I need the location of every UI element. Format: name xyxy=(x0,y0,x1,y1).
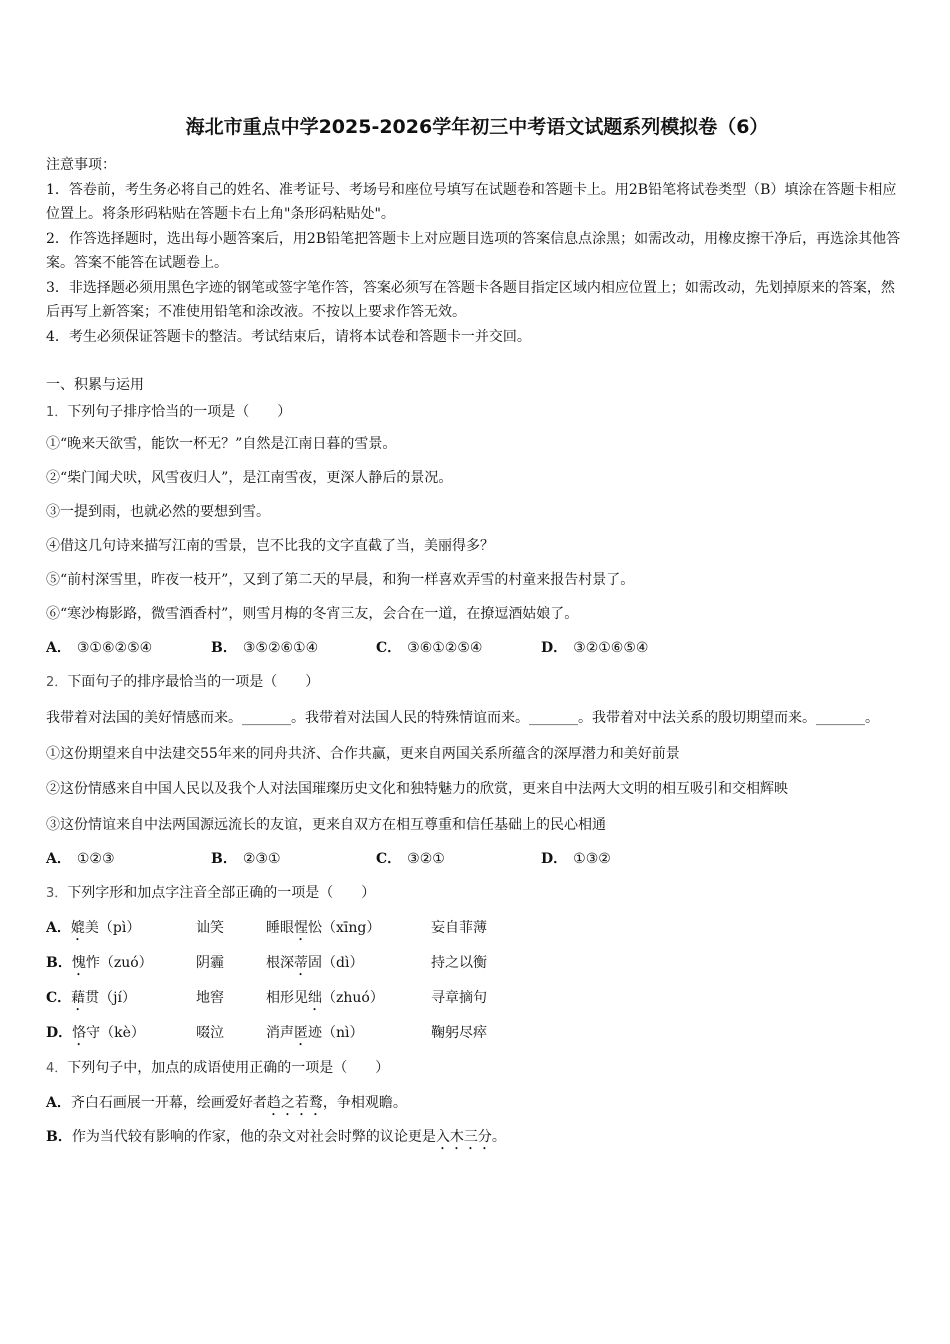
option-d[interactable]: D．恪守（kè） 啜泣 消声匿迹（nì） 鞠躬尽瘁 xyxy=(46,1024,487,1041)
question-2 xyxy=(46,665,908,876)
question-stem: 下面句子的排序最恰当的一项是（ ） xyxy=(67,673,320,690)
option-d[interactable]: D． ①③② xyxy=(541,850,611,867)
option-c[interactable]: C． ③②① xyxy=(376,850,445,867)
question-stem: 下列字形和加点字注音全部正确的一项是（ ） xyxy=(67,884,376,901)
sentence-line: ⑥“寒沙梅影路，微雪酒香村”，则雪月梅的冬宵三友，会合在一道，在撩逗酒姑娘了。 xyxy=(46,605,579,622)
question-stem: 下列句子中，加点的成语使用正确的一项是（ ） xyxy=(67,1059,390,1076)
option-c[interactable]: C．藉贯（jí） 地窖 相形见绌（zhuó） 寻章摘句 xyxy=(46,989,487,1006)
sentence-line: ①这份期望来自中法建交55年来的同舟共济、合作共赢，更来自两国关系所蕴含的深厚潜力和美好前景 xyxy=(46,745,680,762)
exam-page xyxy=(46,112,908,1154)
question-stem: 下列句子排序恰当的一项是（ ） xyxy=(67,403,292,420)
notice-block xyxy=(46,153,908,349)
notice-item: 1．答卷前，考生务必将自己的姓名、准考证号、考场号和座位号填写在试题卷和答题卡上。用2B铅笔将试卷类型（B）填涂在答题卡相应位置上。将条形码粘贴在答题卡右上角"条形码粘贴处"。 xyxy=(46,181,897,222)
sentence-line: ③一提到雨，也就必然的要想到雪。 xyxy=(46,503,270,520)
question-number: 1． xyxy=(46,404,68,420)
page-title: 海北市重点中学2025-2026学年初三中考语文试题系列模拟卷（6） xyxy=(185,116,769,138)
sentence-line: ④借这几句诗来描写江南的雪景，岂不比我的文字直截了当，美丽得多？ xyxy=(46,537,494,554)
option-d[interactable]: D． ③②①⑥⑤④ xyxy=(541,639,649,656)
option-a[interactable]: A． ①②③ xyxy=(46,850,115,867)
option-c[interactable]: C． ③⑥①②⑤④ xyxy=(376,639,483,656)
section-heading: 一、积累与运用 xyxy=(46,377,144,393)
question-number: 3． xyxy=(46,885,68,901)
options-row xyxy=(46,631,908,665)
question-number: 4． xyxy=(46,1060,68,1076)
sentence-line: ①“晚来天欲雪，能饮一杯无？”自然是江南日暮的雪景。 xyxy=(46,435,397,452)
option-b[interactable]: B．愧怍（zuó） 阴霾 根深蒂固（dì） 持之以衡 xyxy=(46,954,487,971)
question-1 xyxy=(46,398,908,665)
question-4 xyxy=(46,1051,908,1154)
option-b[interactable]: B． ②③① xyxy=(211,850,281,867)
option-a[interactable]: A． ③①⑥②⑤④ xyxy=(46,639,153,656)
options-row xyxy=(46,842,908,876)
notice-item: 3．非选择题必须用黑色字迹的钢笔或签字笔作答，答案必须写在答题卡各题目指定区域内相应位置上；如需改动，先划掉原来的答案，然后再写上新答案；不准使用铅笔和涂改液。不按以上要求作答无效。 xyxy=(46,279,895,320)
passage-text: 我带着对法国的美好情感而来。_______。我带着对法国人民的特殊情谊而来。_______。我带着对中法关系的殷切期望而来。_______。 xyxy=(46,709,879,726)
option-a[interactable]: A．媲美（pì） 讪笑 睡眼惺忪（xīng） 妄自菲薄 xyxy=(46,919,487,936)
sentence-line: ⑤“前村深雪里，昨夜一枝开”，又到了第二天的早晨，和狗一样喜欢弄雪的村童来报告村景了。 xyxy=(46,571,635,588)
option-a[interactable]: A．齐白石画展一开幕，绘画爱好者趋之若鹜，争相观瞻。 xyxy=(46,1094,407,1111)
notice-item: 4．考生必须保证答题卡的整洁。考试结束后，请将本试卷和答题卡一并交回。 xyxy=(46,328,531,345)
option-b[interactable]: B． ③⑤②⑥①④ xyxy=(211,639,319,656)
sentence-line: ②这份情感来自中国人民以及我个人对法国璀璨历史文化和独特魅力的欣赏，更来自中法两大文明的相互吸引和交相辉映 xyxy=(46,780,788,797)
sentence-line: ③这份情谊来自中法两国源远流长的友谊，更来自双方在相互尊重和信任基础上的民心相通 xyxy=(46,816,606,833)
notice-item: 2．作答选择题时，选出每小题答案后，用2B铅笔把答题卡上对应题目选项的答案信息点涂黑；如需改动，用橡皮擦干净后，再选涂其他答案。答案不能答在试题卷上。 xyxy=(46,230,901,271)
notice-heading: 注意事项： xyxy=(46,157,116,173)
question-3 xyxy=(46,876,908,1051)
question-number: 2． xyxy=(46,674,68,690)
sentence-line: ②“柴门闻犬吠，风雪夜归人”，是江南雪夜，更深人静后的景况。 xyxy=(46,469,453,486)
option-b[interactable]: B．作为当代较有影响的作家，他的杂文对社会时弊的议论更是入木三分。 xyxy=(46,1128,506,1145)
